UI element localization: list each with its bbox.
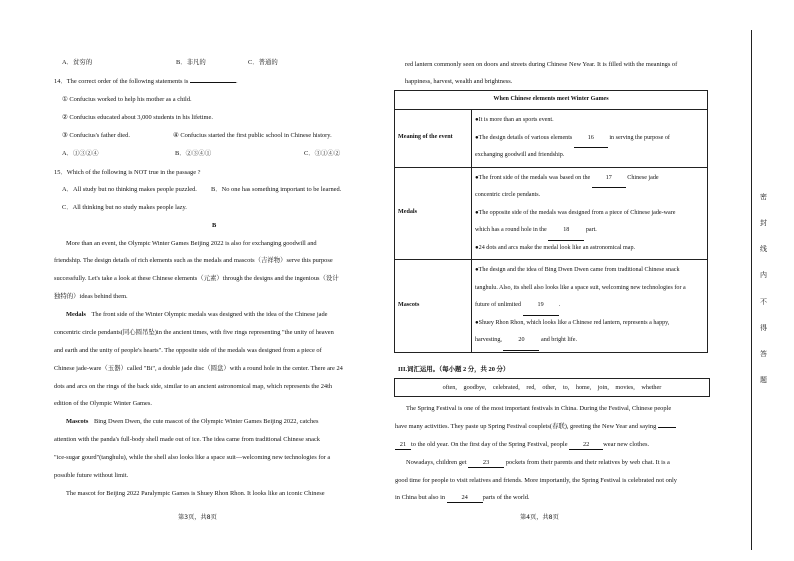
seal-char: 密: [760, 193, 767, 201]
seal-char: 不: [760, 298, 767, 306]
medals-line-1: [475, 170, 704, 188]
left-page-footer: 第3页，共8页: [178, 514, 217, 521]
row-label-meaning: Meaning of the event: [395, 110, 472, 168]
medals-second-rest: in the ancient times, with five rings representing "the unity of heaven: [156, 329, 334, 336]
blank-24[interactable]: 24: [447, 494, 483, 503]
passage-line-9: edition of the Olympic Winter Games.: [54, 400, 152, 407]
section-b-heading: B: [212, 222, 217, 229]
seal-char: 题: [760, 376, 767, 384]
q15-option-c: C．All thinking but no study makes people lazy.: [62, 204, 187, 211]
row-label-medals: Medals: [395, 167, 472, 260]
medals-second-start: concentric circle pendants(同心圆吊坠): [54, 329, 157, 336]
medals-line-4: [475, 222, 704, 240]
right-intro-line-2: happiness, harvest, wealth and brightness.: [405, 78, 513, 85]
q14-item-3: ③ Confucius's father died.: [62, 132, 130, 139]
section-3-title: III.词汇运用。（每小题 2 分，共 20 分）: [398, 366, 510, 373]
row-label-mascots: Mascots: [395, 260, 472, 353]
passage-line-4: 独特的）ideas behind them.: [54, 293, 128, 300]
blank-19[interactable]: 19: [523, 297, 559, 316]
passage-line-3: successfully. Let's take a look at these Chinese elements（元素）through the designs and the ingenious（设计: [54, 275, 339, 282]
mascots-line-5: [475, 332, 704, 350]
table-row: [395, 260, 708, 353]
table-row: [395, 110, 708, 168]
mascots-line-3-start: future of unlimited: [475, 302, 522, 308]
q14-option-a: A．①③②④: [62, 150, 99, 157]
medals-line-5: ●24 dots and arcs make the medal look like an astronomical map.: [475, 244, 636, 251]
word-bank: often, goodbye, celebrated, red, other, to, home, join, movies, whether: [394, 378, 710, 397]
medals-first-text: The front side of the Winter Olympic medals was designed with the idea of the Chinese jade: [91, 311, 328, 318]
p1-line-3-start: to the old year. On the first day of the Spring Festival, people: [411, 441, 568, 448]
passage-line-13: possible future without limit.: [54, 472, 129, 479]
blank-16[interactable]: 16: [574, 130, 608, 149]
passage-line-1: More than an event, the Olympic Winter Games Beijing 2022 is also for exchanging goodwill and: [66, 240, 317, 247]
passage-line-12: "ice-sugar gourd"(tanghulu), while the shell also looks like a space suit—welcoming new technologies for a: [54, 454, 331, 461]
q14-item-4: ④ Confucius started the first public school in Chinese history.: [173, 132, 332, 139]
table-title: When Chinese elements meet Winter Games: [395, 91, 708, 110]
mascots-line-5-end: and bright life.: [540, 337, 578, 343]
medals-paragraph-line-1: [66, 311, 328, 319]
seal-char: 答: [760, 350, 767, 358]
q14-stem: 14．The correct order of the following statements is .: [54, 78, 238, 85]
medals-heading: Medals: [66, 311, 86, 318]
meaning-line-1: ●It is more than an sports event.: [475, 117, 554, 123]
p2-line-3-end: parts of the world.: [482, 494, 530, 501]
right-page-footer: 第4页，共8页: [520, 514, 559, 521]
mascots-heading: Mascots: [66, 418, 89, 425]
q14-item-2: ② Confucius educated about 3,000 students in his lifetime.: [62, 114, 213, 121]
p1-line-2-text: have many activities. They paste up Spring Festival couplets(春联), greeting the New Year and saying: [395, 423, 657, 430]
p1-line-2: [395, 423, 676, 431]
p2-line-3-start: in China but also in: [395, 494, 446, 501]
right-intro-line-1: red lantern commonly seen on doors and streets during Chinese New Year. It is filled with the meanings of: [405, 61, 678, 68]
p1-line-3-end: wear new clothes.: [603, 441, 650, 448]
row-content-medals: [472, 167, 708, 260]
seal-line: [751, 30, 752, 550]
meaning-line-2: [475, 130, 704, 148]
medals-line-4-end: part.: [585, 227, 597, 233]
mascots-line-1: ●The design and the idea of Bing Dwen Dwen came from traditional Chinese snack: [475, 267, 680, 273]
passage-line-6: and earth and the unity of people's hearts". The opposite side of the medals was designed from a piece of: [54, 347, 322, 354]
p1-line-3: [395, 441, 649, 450]
passage-line-7: Chinese jade-ware（玉器）called "Bi", a double jade disc（圆盘）with a round hole in the center. There are 24: [54, 365, 343, 372]
p2-line-2: good time for people to visit relatives and friends. More importantly, the Spring Festival is celebrated not only: [395, 477, 677, 484]
passage-line-2: friendship. The design details of rich elements such as the medals and mascots（吉祥物）serve this purpose: [54, 257, 333, 264]
meaning-line-2-start: ●The design details of various elements: [475, 134, 573, 141]
table-row: [395, 167, 708, 260]
p2-line-1-start: Nowadays, children get: [406, 459, 467, 466]
q14-stem-text: 14．The correct order of the following statements is: [54, 78, 189, 85]
passage-line-14: The mascot for Beijing 2022 Paralympic Games is Shuey Rhon Rhon. It looks like an iconic Chinese: [66, 490, 325, 497]
p2-line-3: [395, 494, 530, 503]
seal-char: 封: [760, 219, 767, 227]
seal-char: 得: [760, 324, 767, 332]
blank-18[interactable]: 18: [548, 222, 584, 241]
medals-line-2: concentric circle pendants.: [475, 192, 541, 198]
mascots-line-5-start: harvesting,: [475, 337, 502, 343]
seal-char: 线: [760, 245, 767, 253]
summary-table: [394, 90, 708, 353]
blank-22[interactable]: 22: [569, 441, 603, 450]
q14-item-1: ① Confucius worked to help his mother as a child.: [62, 96, 192, 103]
medals-line-1-start: ●The front side of the medals was based on the: [475, 174, 591, 181]
passage-line-11: attention with the panda's full-body shell made out of ice. The idea came from traditional Chinese snack: [54, 436, 320, 443]
q14-option-b: B．②③④①: [175, 150, 212, 157]
q13-options: [62, 59, 278, 67]
medals-line-1-end: Chinese jade: [627, 174, 659, 181]
p1-line-1: The Spring Festival is one of the most important festivals in China. During the Festival, Chinese people: [406, 405, 672, 412]
row-content-meaning: [472, 110, 708, 168]
mascots-line-2: tanghulu. Also, its shell also looks like a space suit, welcoming new technologies for a: [475, 284, 686, 291]
blank-20[interactable]: 20: [503, 332, 539, 351]
blank-21[interactable]: 21: [395, 441, 411, 450]
meaning-line-2-end: in serving the purpose of: [609, 134, 670, 141]
q13-option-c: C．普通的: [248, 59, 278, 66]
meaning-line-3: exchanging goodwill and friendship.: [475, 152, 565, 158]
p2-line-1-end: pockets from their parents and their relatives by web chat. It is a: [505, 459, 670, 466]
blank-23[interactable]: 23: [468, 459, 504, 468]
medals-paragraph-line-2: [54, 329, 334, 337]
q13-option-b: B．非凡的: [176, 59, 206, 66]
mascots-line-4: ●Shuey Rhon Rhon, which looks like a Chinese red lantern, represents a happy,: [475, 319, 670, 326]
q15-option-a: A．All study but no thinking makes people puzzled.: [62, 186, 197, 193]
medals-line-4-start: which has a round hole in the: [475, 227, 547, 233]
seal-char: 内: [760, 271, 767, 279]
p2-line-1: [406, 459, 670, 468]
mascots-line-3: future of unlimited 19 .: [475, 297, 704, 315]
q15-option-b: B．No one has something important to be learned.: [211, 186, 342, 193]
q15-stem: 15．Which of the following is NOT true in the passage ?: [54, 169, 201, 176]
medals-line-3: ●The opposite side of the medals was designed from a piece of Chinese jade-ware: [475, 209, 676, 216]
row-content-mascots: [472, 260, 708, 353]
q13-option-a: A．贫穷的: [62, 59, 93, 66]
q14-option-c: C．③①④②: [304, 150, 341, 157]
mascots-paragraph-line-1: [66, 418, 318, 426]
blank-17[interactable]: 17: [592, 170, 626, 189]
mascots-first-text: Bing Dwen Dwen, the cute mascot of the Olympic Winter Games Beijing 2022, catches: [93, 418, 319, 425]
passage-line-8: dots and arcs on the rings of the back side, similar to an ancient astronomical map, which represents the 24th: [54, 383, 333, 390]
